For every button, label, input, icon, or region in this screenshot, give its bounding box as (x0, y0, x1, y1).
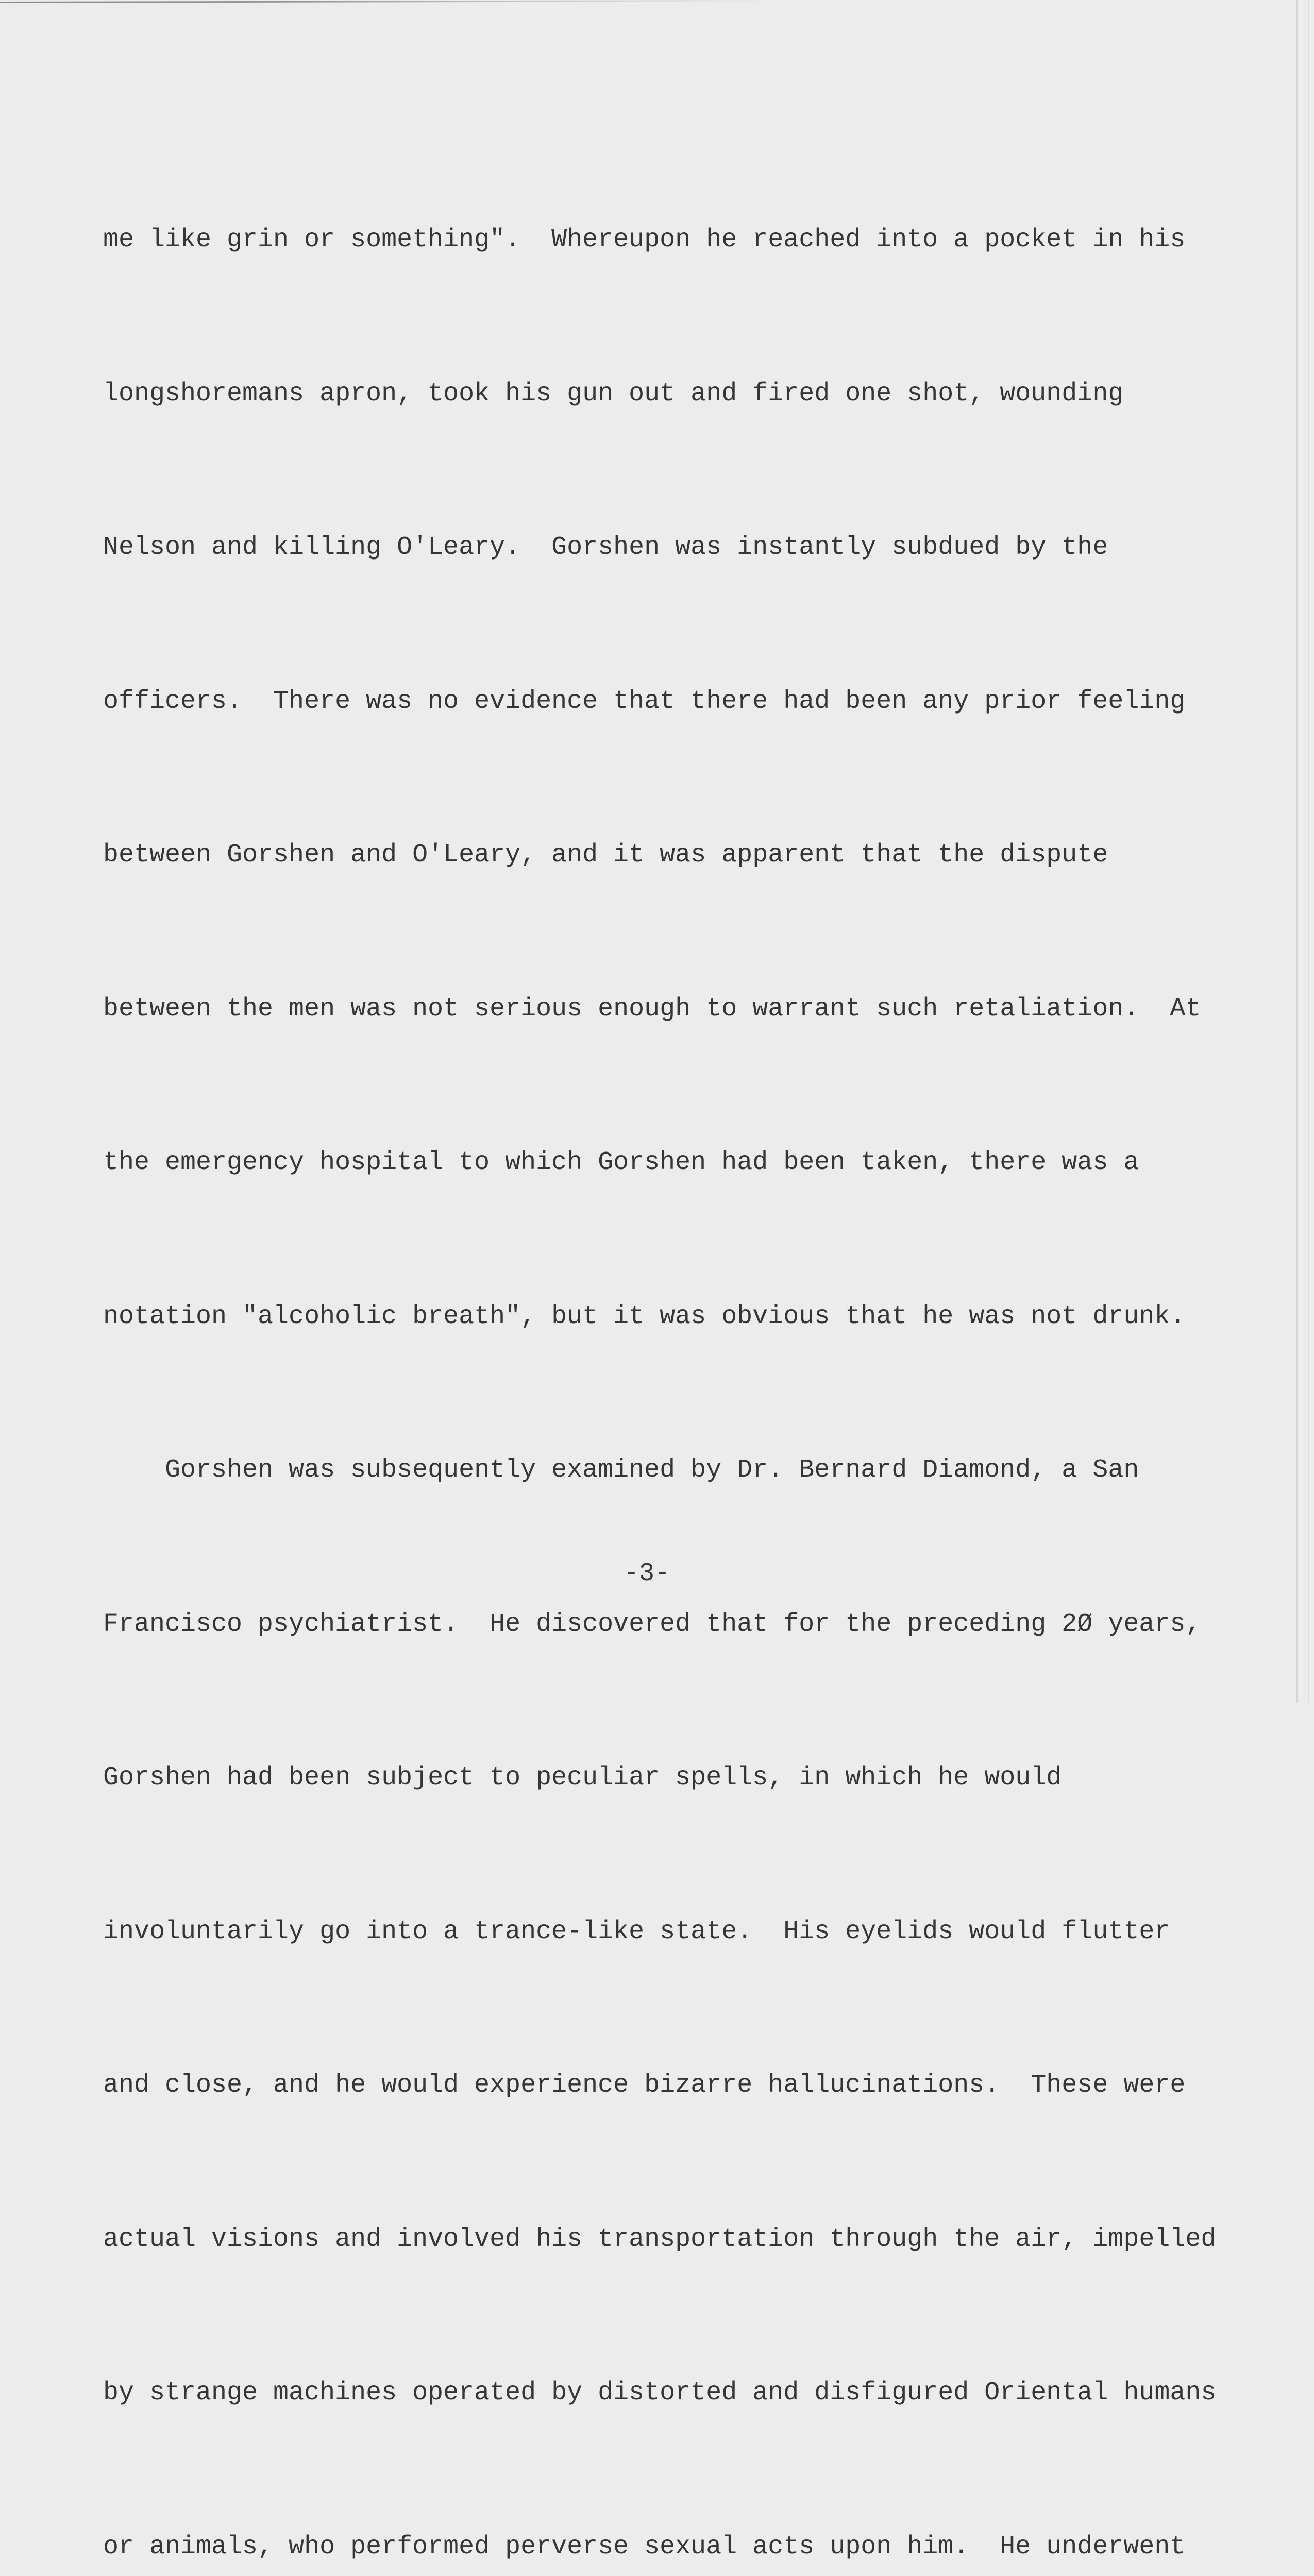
text-line: me like grin or something". Whereupon he reached into a pocket in his (103, 225, 1186, 255)
text-line: by strange machines operated by distorted and disfigured Oriental humans (103, 2378, 1217, 2408)
paragraph-start-line: Gorshen was subsequently examined by Dr. Bernard Diamond, a San (103, 1455, 1139, 1485)
text-line: or animals, who performed perverse sexual acts upon him. He underwent (103, 2532, 1186, 2562)
text-line: officers. There was no evidence that there had been any prior feeling (103, 686, 1186, 716)
body-text (103, 112, 1237, 2576)
text-line: and close, and he would experience bizarre hallucinations. These were (103, 2071, 1186, 2100)
scan-right-edge (1296, 0, 1298, 1703)
text-line: between the men was not serious enough to warrant such retaliation. At (103, 994, 1201, 1024)
text-line: longshoremans apron, took his gun out and fired one shot, wounding (103, 379, 1124, 409)
page-number: -3- (623, 1559, 670, 1588)
text-line: Francisco psychiatrist. He discovered that for the preceding 2Ø years, (103, 1609, 1201, 1639)
text-line: notation "alcoholic breath", but it was obvious that he was not drunk. (103, 1301, 1186, 1331)
scan-top-edge (0, 0, 773, 3)
text-line: Nelson and killing O'Leary. Gorshen was instantly subdued by the (103, 533, 1108, 562)
text-line: the emergency hospital to which Gorshen had been taken, there was a (103, 1148, 1139, 1177)
text-line: actual visions and involved his transportation through the air, impelled (103, 2224, 1217, 2254)
scan-right-edge-outer (1308, 0, 1309, 1703)
text-line: between Gorshen and O'Leary, and it was apparent that the dispute (103, 840, 1108, 870)
text-line: Gorshen had been subject to peculiar spells, in which he would (103, 1763, 1062, 1792)
text-line: involuntarily go into a trance-like state. His eyelids would flutter (103, 1917, 1170, 1946)
